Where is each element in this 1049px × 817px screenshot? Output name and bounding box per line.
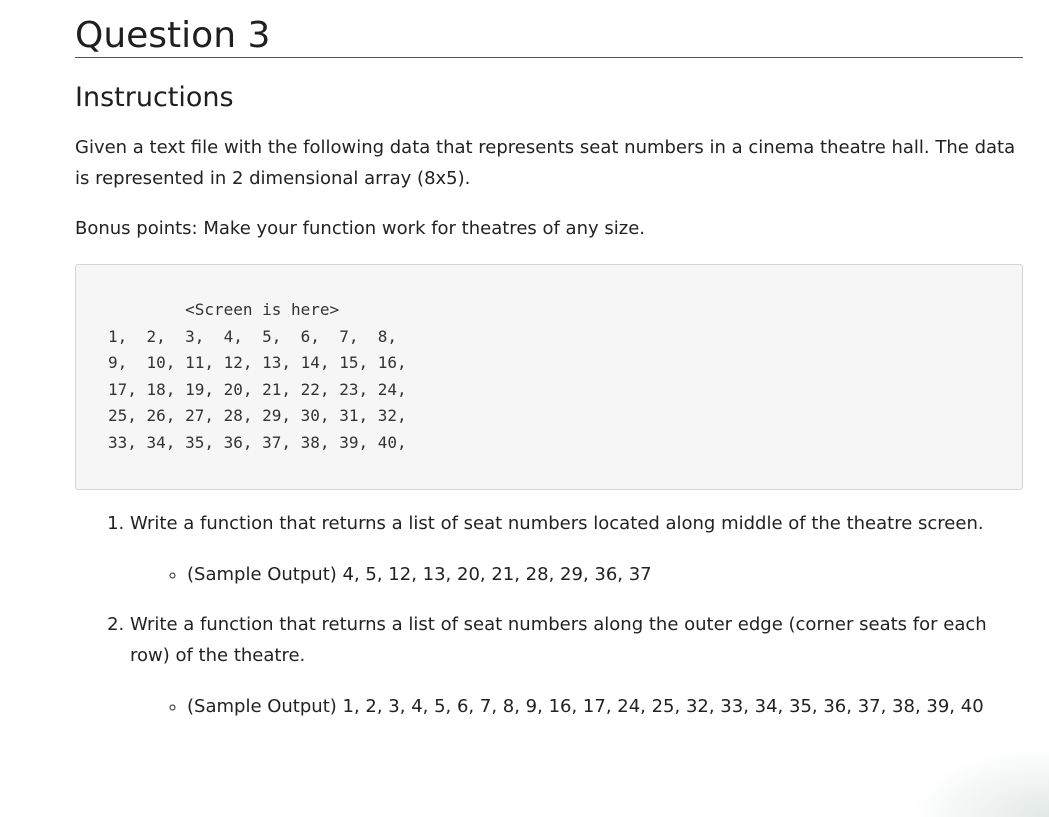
task-text: Write a function that returns a list of seat numbers along the outer edge (corner seats for each row) of the theatre. — [130, 614, 987, 666]
seat-data-code: <Screen is here> 1, 2, 3, 4, 5, 6, 7, 8, 9, 10, 11, 12, 13, 14, 15, 16, 17, 18, 19, 20, 21, 22, 23, 24, 25, 26, 27, 28, 29, 30, 31, 32, 33, 34, 35, 36, 37, 38, 39, 40, — [108, 300, 407, 452]
task-item — [130, 508, 1023, 590]
sample-output: ◦ (Sample Output) 4, 5, 12, 13, 20, 21, 28, 29, 36, 37 — [187, 559, 1023, 590]
intro-paragraph: Given a text file with the following data that represents seat numbers in a cinema theatre hall. The data is represented in 2 dimensional array (8x5). — [75, 137, 1016, 189]
seat-data-code-block — [75, 264, 1023, 490]
sample-output-list — [130, 559, 1023, 590]
sample-output: ◦ (Sample Output) 1, 2, 3, 4, 5, 6, 7, 8, 9, 16, 17, 24, 25, 32, 33, 34, 35, 36, 37, 38, 39, 40 — [187, 691, 1023, 722]
question-title: Question 3 — [75, 15, 271, 56]
corner-shadow — [909, 747, 1049, 817]
task-text: Write a function that returns a list of seat numbers located along middle of the theatre screen. — [130, 513, 984, 534]
sample-output-list — [130, 691, 1023, 722]
task-item — [130, 609, 1023, 722]
question-page — [75, 0, 1023, 722]
instructions-heading: Instructions — [75, 82, 234, 113]
task-list — [75, 508, 1023, 722]
bonus-paragraph: Bonus points: Make your function work for theatres of any size. — [75, 218, 645, 239]
